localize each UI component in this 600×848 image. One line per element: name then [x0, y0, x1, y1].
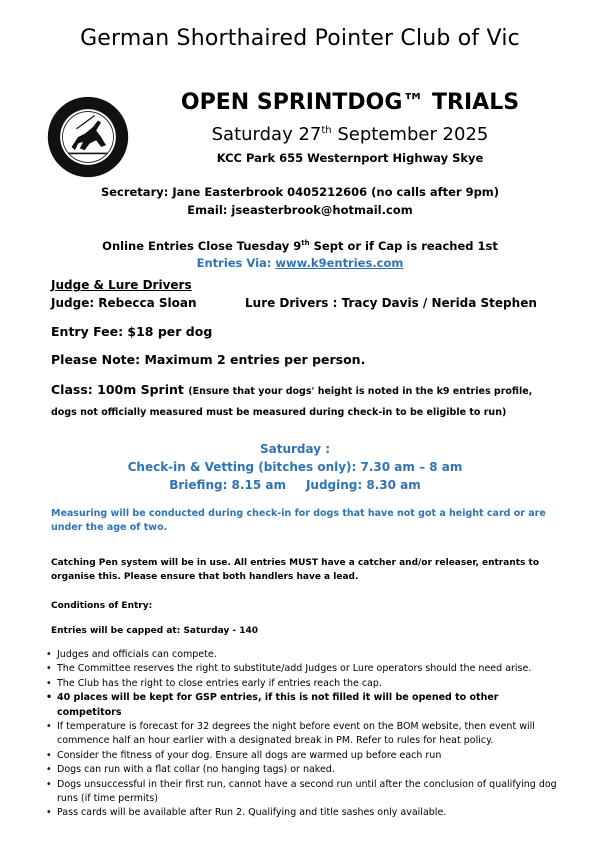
schedule-block	[0, 440, 590, 494]
club-logo-icon	[47, 96, 129, 178]
bullet-icon: •	[46, 778, 52, 790]
lure-drivers: Lure Drivers : Tracy Davis / Nerida Stephen	[245, 296, 537, 310]
contact-block	[0, 183, 600, 219]
class-info: Class: 100m Sprint (Ensure that your dogs' height is noted in the k9 entries profile, dogs not officially measured must be measured during check-in to be eligible to run)	[51, 382, 533, 418]
list-item: • Dogs can run with a flat collar (no hanging tags) or naked.	[46, 763, 566, 777]
bullet-icon: •	[46, 692, 53, 704]
bullet-icon: •	[46, 764, 52, 776]
entries-block	[0, 235, 600, 272]
rules-list	[46, 648, 566, 821]
entry-fee: Entry Fee: $18 per dog	[51, 324, 213, 339]
bullet-icon: •	[46, 721, 52, 733]
entries-via-line: Entries Via: www.k9entries.com	[196, 255, 404, 270]
list-item: • Consider the fitness of your dog. Ensure all dogs are warmed up before each run	[46, 749, 566, 763]
list-item: • Judges and officials can compete.	[46, 648, 566, 662]
judges-heading: Judge & Lure Drivers	[51, 278, 192, 292]
list-item: • Pass cards will be available after Run 2. Qualifying and title sashes only available.	[46, 806, 566, 820]
bullet-icon: •	[46, 807, 52, 819]
bullet-icon: •	[46, 663, 52, 675]
schedule-times: Briefing: 8.15 am Judging: 8.30 am	[169, 478, 421, 492]
list-item: • The Club has the right to close entries early if entries reach the cap.	[46, 677, 566, 691]
schedule-day: Saturday :	[259, 442, 331, 456]
entries-link[interactable]: www.k9entries.com	[275, 255, 404, 270]
event-date: Saturday 27th September 2025	[211, 124, 489, 145]
measuring-note: Measuring will be conducted during check-in for dogs that have not got a height card or are under the age of two.	[51, 508, 546, 533]
list-item: • If temperature is forecast for 32 degrees the night before event on the BOM website, then event will commence half an hour earlier with a designated break in PM. Refer to rules for heat policy.	[46, 721, 535, 747]
club-title: German Shorthaired Pointer Club of Vic	[80, 26, 520, 51]
catching-pen-note: Catching Pen system will be in use. All entries MUST have a catcher and/or releaser, entrants to organise this. Please ensure that both handlers have a lead.	[51, 558, 540, 582]
conditions-heading: Conditions of Entry:	[51, 601, 153, 611]
bullet-icon: •	[46, 677, 52, 689]
schedule-checkin: Check-in & Vetting (bitches only): 7.30 am – 8 am	[127, 460, 463, 474]
bullet-icon: •	[46, 649, 52, 660]
judges-line	[51, 296, 561, 310]
event-title: OPEN SPRINTDOG™ TRIALS	[180, 90, 520, 115]
list-item: • 40 places will be kept for GSP entries, if this is not filled it will be opened to other competitors	[46, 692, 499, 718]
entries-cap: Entries will be capped at: Saturday - 140	[51, 626, 259, 636]
email-line: Email: jseasterbrook@hotmail.com	[187, 203, 413, 217]
list-item: • The Committee reserves the right to substitute/add Judges or Lure operators should the need arise.	[46, 662, 566, 676]
bullet-icon: •	[46, 749, 52, 761]
please-note: Please Note: Maximum 2 entries per person.	[51, 352, 366, 367]
judge-name: Judge: Rebecca Sloan	[51, 296, 197, 310]
entries-close-line: Online Entries Close Tuesday 9th Sept or if Cap is reached 1st	[102, 238, 498, 253]
secretary-line: Secretary: Jane Easterbrook 0405212606 (no calls after 9pm)	[100, 185, 500, 199]
list-item: • Dogs unsuccessful in their first run, cannot have a second run until after the conclusion of qualifying dog runs (if time permits)	[46, 778, 557, 805]
event-venue: KCC Park 655 Westernport Highway Skye	[216, 151, 484, 165]
